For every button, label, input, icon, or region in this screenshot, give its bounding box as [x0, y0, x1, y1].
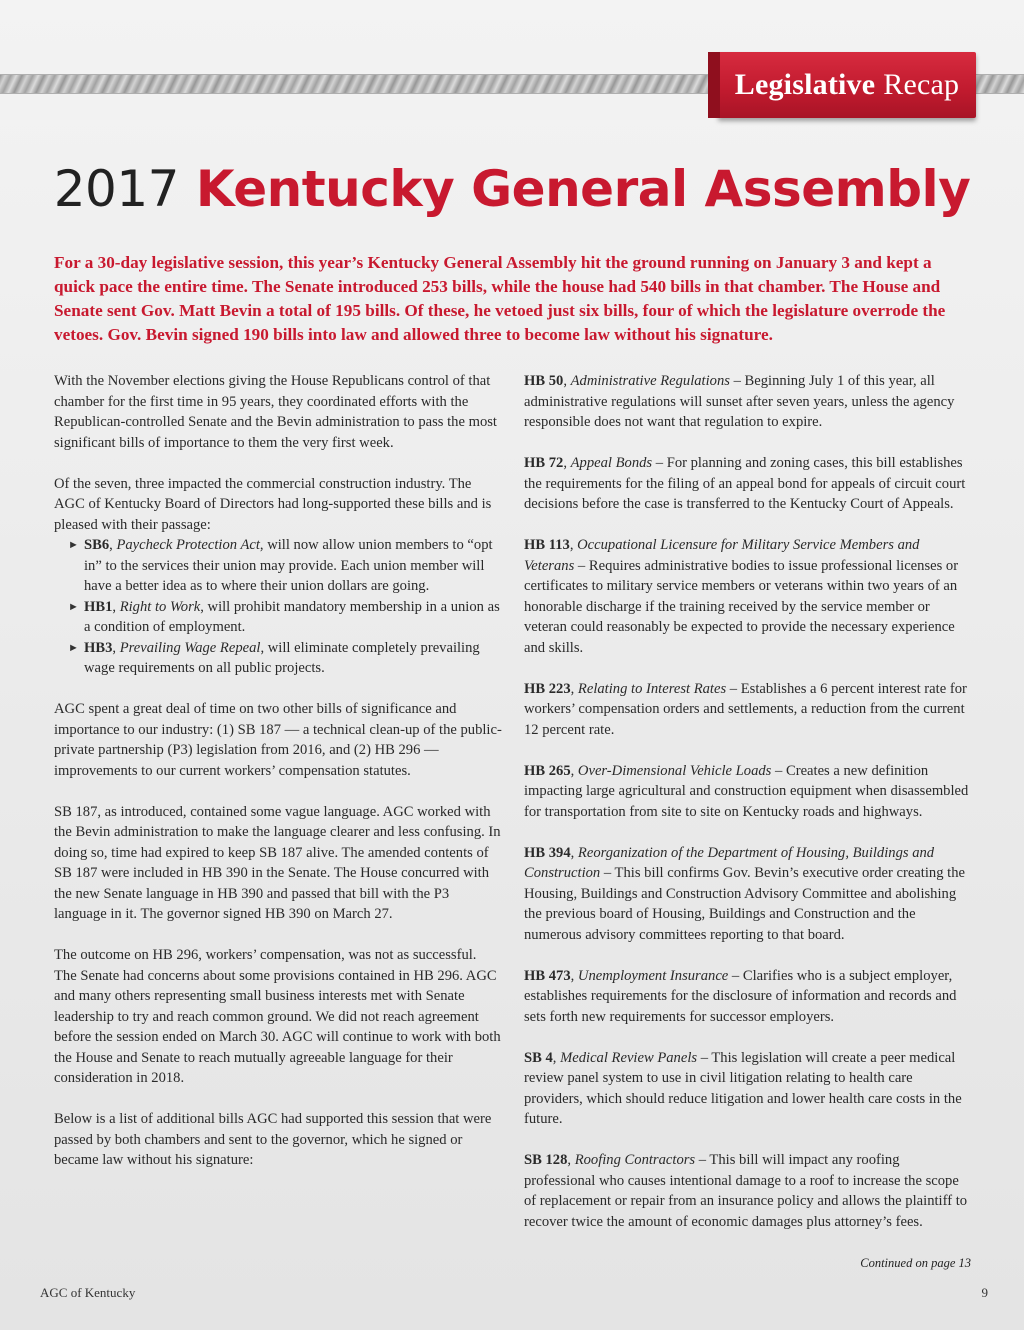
- bill-text: – This bill will impact any roofing professional who causes intentional damage to a roof to increase the scope of replacement or repair from an insurance policy and allows the plaintiff to recover twice the amount of economic damages plus attorney’s fees.: [524, 1152, 968, 1230]
- list-item: ► HB3, Prevailing Wage Repeal, will eliminate completely prevailing wage requirements on all public projects.: [68, 639, 480, 676]
- bill-entry: SB 128, Roofing Contractors – This bill will impact any roofing professional who causes intentional damage to a roof to increase the scope of replacement or repair from an insurance policy and allows the plaintiff to recover twice the amount of economic damages plus attorney’s fees.: [524, 1152, 968, 1230]
- left-column: [54, 371, 502, 1191]
- bill-name: Roofing Contractors: [574, 1152, 696, 1168]
- intro-paragraph: For a 30-day legislative session, this year’s Kentucky General Assembly hit the ground running on January 3 and kept a quick pace the entire time. The Senate introduced 253 bills, while the house had 540 bills in that chamber. The House and Senate sent Gov. Matt Bevin a total of 195 bills. Of these, he vetoed just six bills, four of which the legislature overrode the vetoes. Gov. Bevin signed 190 bills into law and allowed three to become law without his signature.: [54, 253, 946, 344]
- bill-code: HB1: [84, 598, 113, 615]
- bill-entry: HB 50, Administrative Regulations – Beginning July 1 of this year, all administrative regulations will sunset after seven years, unless the agency responsible does not want that regulation to expire.: [524, 373, 955, 430]
- bill-code: HB 473: [524, 967, 571, 984]
- bill-text: – Requires administrative bodies to issue professional licenses or certificates to military service members or veterans within two years of an honorable discharge if the training received by the service member or veteran could reasonably be expected to provide the necessary experience and skills.: [524, 557, 959, 656]
- bill-text: – Clarifies who is a subject employer, establishes requirements for the disclosure of information and records and sets forth new requirements for successor employers.: [524, 967, 957, 1025]
- bill-text: , will now allow union members to “opt in” to the services their union may provide. Each union member will have a better idea as to where their union dollars are going.: [84, 537, 493, 594]
- left-paragraph-3: AGC spent a great deal of time on two other bills of significance and importance to our industry: (1) SB 187 — a technical clean-up of the public-private partnership (P3) legislation from 2016, and (2) HB 296 — improvements to our current workers’ compensation statutes.: [54, 701, 502, 779]
- bill-text: – Establishes a 6 percent interest rate for workers’ compensation orders and settlements, a reduction from the current 12 percent rate.: [524, 680, 967, 738]
- bill-code: HB 113: [524, 537, 570, 553]
- footer-publication: AGC of Kentucky: [40, 1285, 136, 1300]
- bill-text: – For planning and zoning cases, this bill establishes the requirements for the filing of an appeal bond for appeals of circuit court decisions before the case is transferred to the Kentucky Court of Appeals.: [524, 455, 966, 512]
- bullet-arrow-icon: ►: [68, 600, 79, 613]
- bill-name: Reorganization of the Department of Housing, Buildings and Construction: [524, 844, 935, 881]
- bill-code: HB3: [84, 639, 113, 656]
- bill-name: Administrative Regulations: [570, 373, 730, 389]
- bill-name: Over-Dimensional Vehicle Loads: [577, 762, 772, 779]
- bill-entry: HB 473, Unemployment Insurance – Clarifies who is a subject employer, establishes requirements for the disclosure of information and records and sets forth new requirements for successor employers.: [524, 967, 957, 1025]
- bill-name: Paycheck Protection Act: [116, 537, 260, 553]
- bill-code: HB 50: [524, 373, 564, 389]
- bullet-arrow-icon: ►: [68, 641, 79, 654]
- bill-text: – Creates a new definition impacting large agricultural and construction equipment when disassembled for transportation from site to site on Kentucky roads and highways.: [524, 762, 969, 820]
- banner-rest: Recap: [883, 68, 960, 101]
- list-item: ► SB6, Paycheck Protection Act, will now allow union members to “opt in” to the services their union may provide. Each union member will have a better idea as to where their union dollars are going.: [68, 537, 493, 594]
- bill-text: – This legislation will create a peer medical review panel system to use in civil litigation relating to health care providers, which should reduce litigation and lower health care costs in the future.: [524, 1049, 962, 1127]
- continued-note: Continued on page 13: [860, 1256, 971, 1270]
- bill-name: Right to Work: [119, 598, 201, 615]
- page-number: 9: [981, 1285, 988, 1300]
- bill-code: HB 72: [524, 455, 564, 471]
- list-item: ► HB1, Right to Work, will prohibit mandatory membership in a union as a condition of employment.: [68, 598, 500, 635]
- bill-name: Prevailing Wage Repeal: [119, 639, 261, 656]
- bill-code: HB 394: [524, 844, 571, 861]
- bill-name: Appeal Bonds: [570, 455, 653, 471]
- left-paragraph-1: With the November elections giving the House Republicans control of that chamber for the first time in 95 years, they coordinated efforts with the Republican-controlled Senate and the Bevin administration to pass the most significant bills of importance to them the very first week.: [54, 373, 497, 451]
- right-column: [524, 371, 972, 1232]
- bill-code: SB 4: [524, 1049, 553, 1066]
- bill-code: HB 223: [524, 680, 571, 697]
- bill-name: Relating to Interest Rates: [577, 680, 727, 697]
- title-main: Kentucky General Assembly: [195, 160, 971, 218]
- bill-entry: HB 265, Over-Dimensional Vehicle Loads – Creates a new definition impacting large agricultural and construction equipment when disassembled for transportation from site to site on Kentucky roads and highways.: [524, 762, 969, 820]
- bullet-arrow-icon: ►: [68, 539, 79, 551]
- left-paragraph-4: SB 187, as introduced, contained some vague language. AGC worked with the Bevin administration to make the language clearer and less confusing. In doing so, time had expired to keep SB 187 alive. The amended contents of SB 187 were included in HB 390 in the Senate. The House concurred with the new Senate language in HB 390 and passed that bill with the P3 language in it. The governor signed HB 390 on March 27.: [54, 803, 501, 922]
- left-paragraph-2: Of the seven, three impacted the commercial construction industry. The AGC of Kentucky Board of Directors had long-supported these bills and is pleased with their passage:: [54, 475, 492, 533]
- bill-name: Occupational Licensure for Military Service Members and Veterans: [524, 537, 920, 574]
- bill-entry: SB 4, Medical Review Panels – This legislation will create a peer medical review panel system to use in civil litigation relating to health care providers, which should reduce litigation and lower health care costs in the future.: [524, 1049, 962, 1127]
- banner-fold-left: [708, 52, 720, 118]
- bill-entry: HB 113, Occupational Licensure for Military Service Members and Veterans – Requires administrative bodies to issue professional licenses or certificates to military service members or veterans within two years of an honorable discharge if the training received by the service member or veteran could reasonably be expected to provide the necessary experience and skills.: [524, 537, 959, 656]
- bill-code: SB6: [84, 537, 110, 553]
- section-banner: [718, 52, 976, 118]
- left-paragraph-6: Below is a list of additional bills AGC had supported this session that were passed by both chambers and sent to the governor, which he signed or became law without his signature:: [54, 1111, 492, 1168]
- banner-bold: Legislative: [734, 68, 876, 101]
- bill-entry: HB 394, Reorganization of the Department of Housing, Buildings and Construction – This bill confirms Gov. Bevin’s executive order creating the Housing, Buildings and Construction Advisory Committee and abolishing the previous board of Housing, Buildings and Construction and the numerous advisory committees reporting to that board.: [524, 844, 965, 943]
- bill-text: , will eliminate completely prevailing wage requirements on all public projects.: [84, 639, 480, 676]
- bill-entry: HB 72, Appeal Bonds – For planning and zoning cases, this bill establishes the requirements for the filing of an appeal bond for appeals of circuit court decisions before the case is transferred to the Kentucky Court of Appeals.: [524, 455, 966, 512]
- left-paragraph-5: The outcome on HB 296, workers’ compensation, was not as successful. The Senate had concerns about some provisions contained in HB 296. AGC and many others representing small business interests met with Senate leadership to try and reach common ground. We did not reach agreement before the session ended on March 30. AGC will continue to work with both the House and Senate to reach mutually agreeable language for their consideration in 2018.: [54, 947, 501, 1086]
- bill-code: SB 128: [524, 1152, 568, 1168]
- bill-code: HB 265: [524, 762, 571, 779]
- bill-name: Unemployment Insurance: [577, 967, 729, 984]
- bill-name: Medical Review Panels: [560, 1049, 698, 1066]
- bill-entry: HB 223, Relating to Interest Rates – Establishes a 6 percent interest rate for workers’ compensation orders and settlements, a reduction from the current 12 percent rate.: [524, 680, 967, 738]
- bill-text: , will prohibit mandatory membership in a union as a condition of employment.: [84, 598, 500, 635]
- bill-text: – Beginning July 1 of this year, all administrative regulations will sunset after seven years, unless the agency responsible does not want that regulation to expire.: [524, 373, 955, 430]
- page-title: [0, 160, 1024, 218]
- key-bills-list: [54, 535, 502, 679]
- title-year: 2017: [53, 160, 179, 218]
- bill-text: – This bill confirms Gov. Bevin’s executive order creating the Housing, Buildings and Construction Advisory Committee and abolishing the previous board of Housing, Buildings and Construction and the numerous advisory committees reporting to that board.: [524, 865, 965, 943]
